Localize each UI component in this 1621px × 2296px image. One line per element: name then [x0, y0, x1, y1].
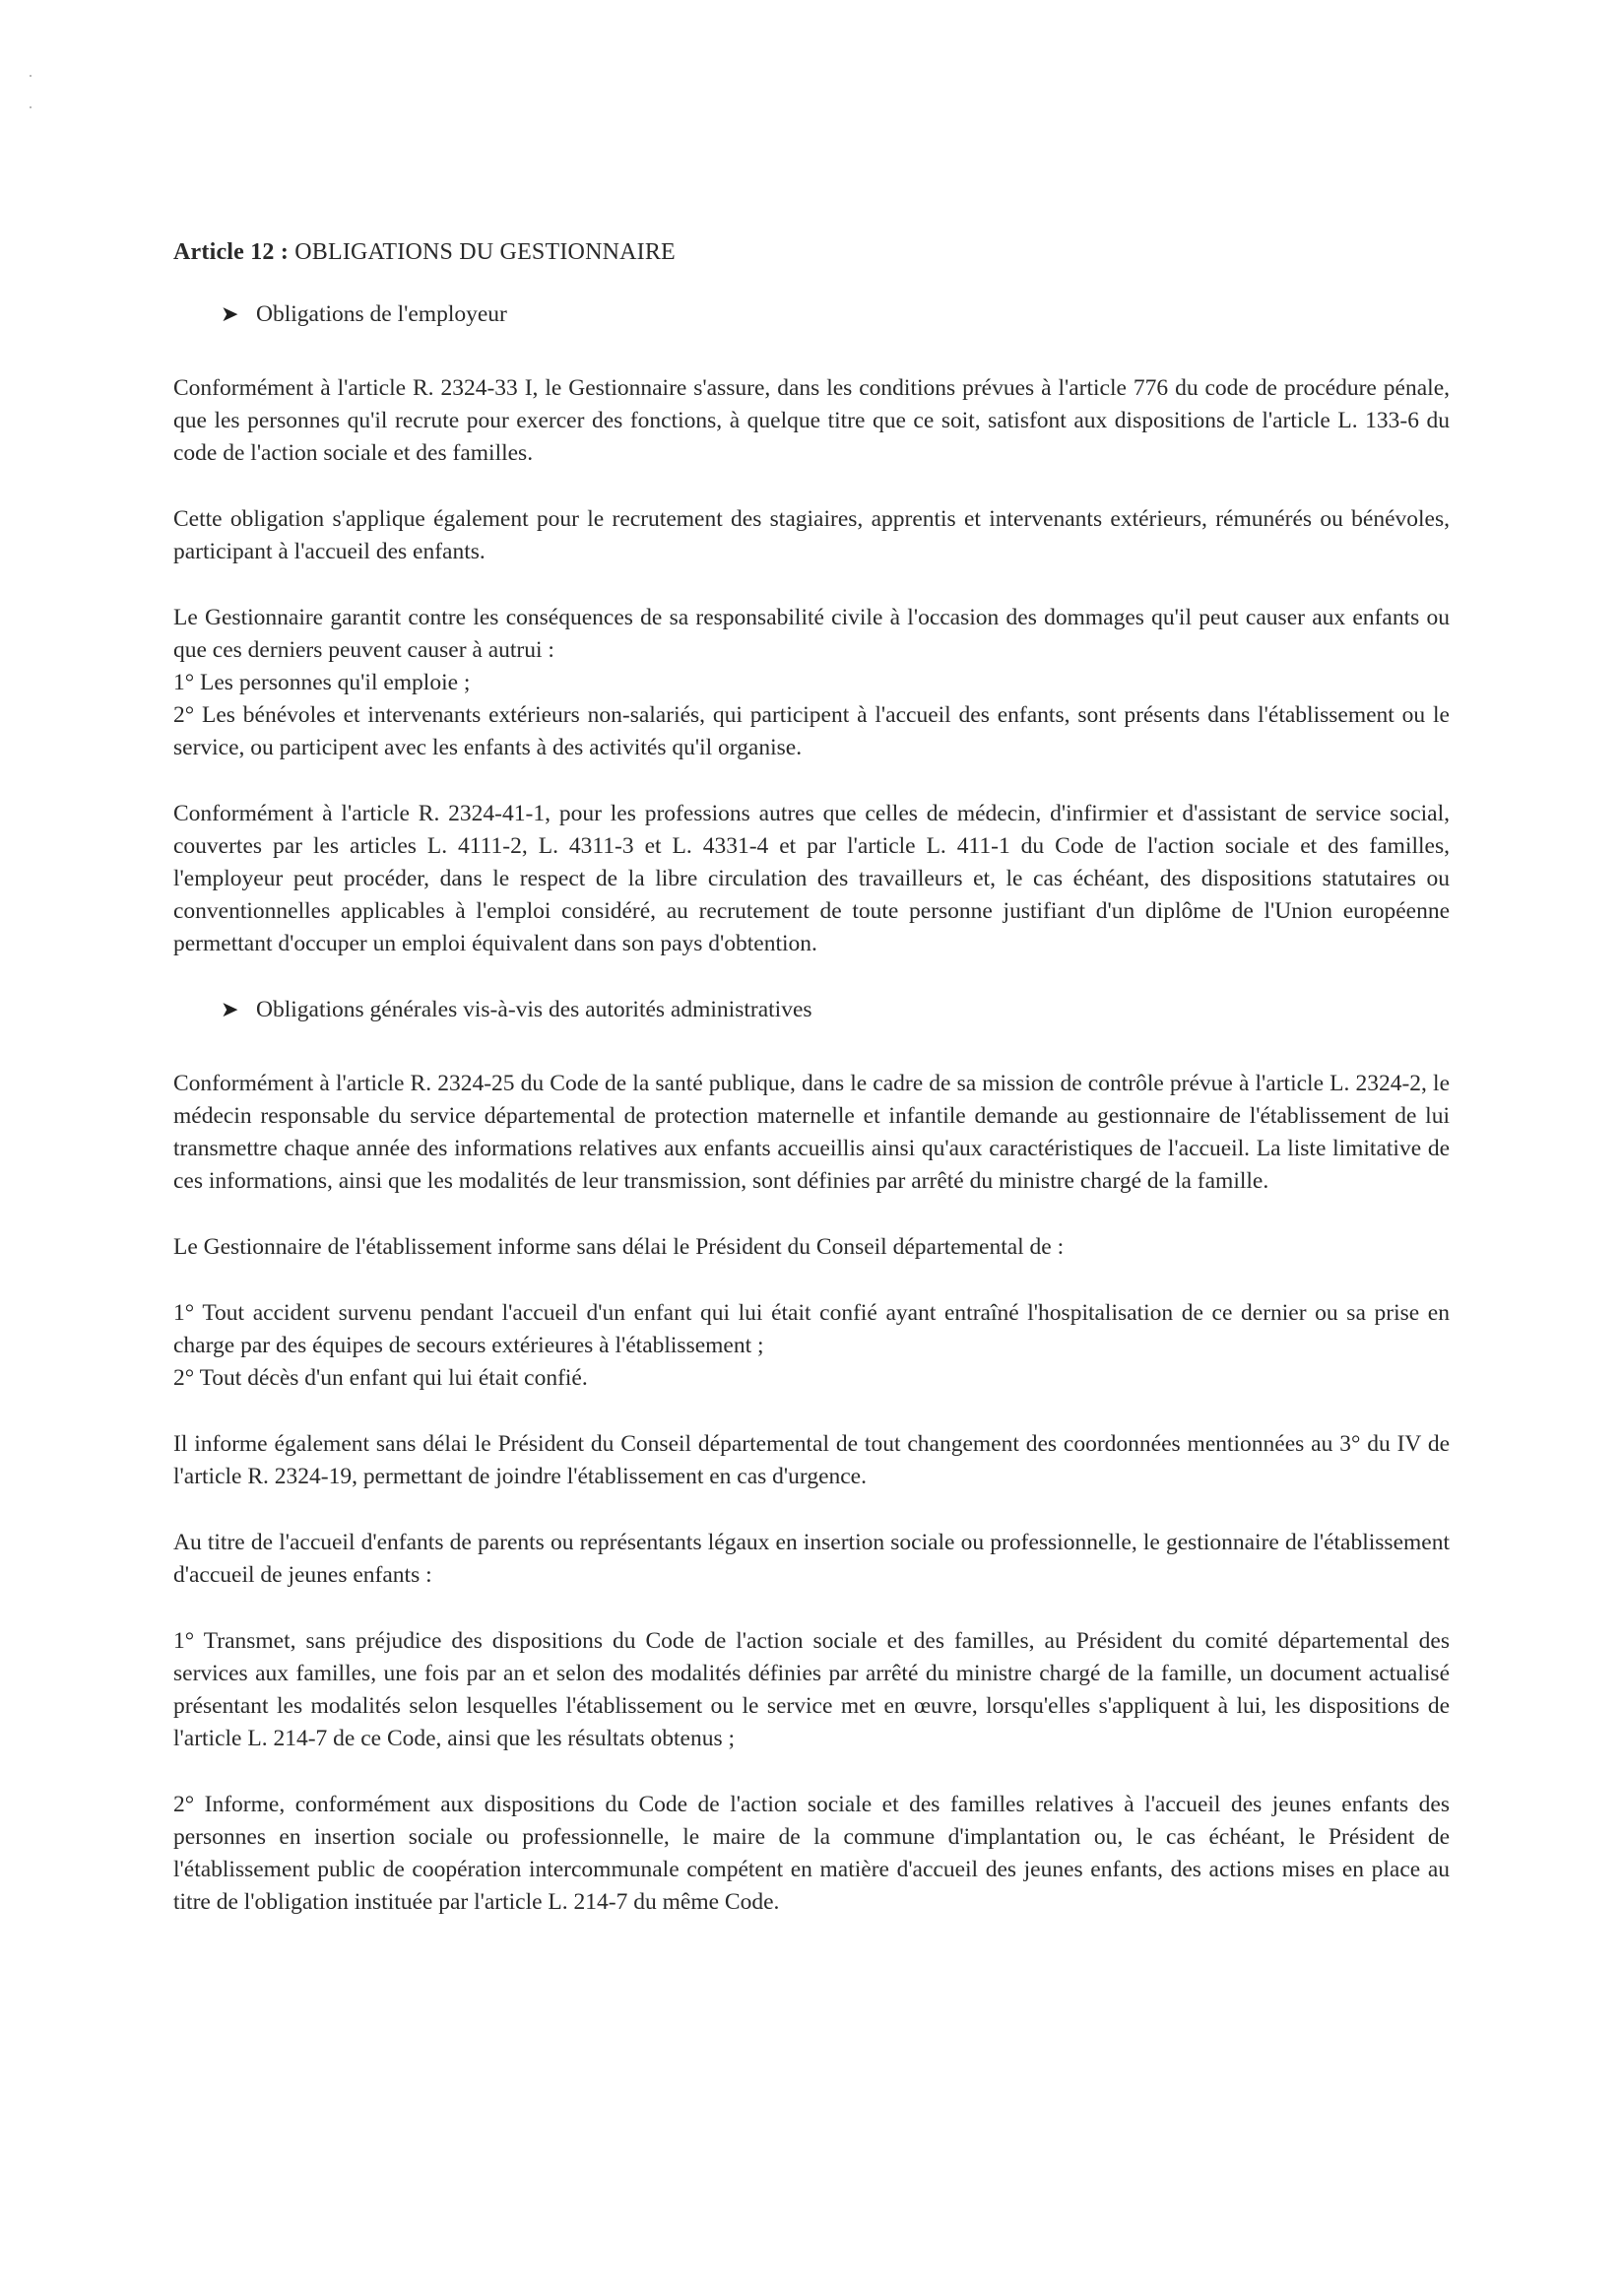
paragraph-line: Conformément à l'article R. 2324-41-1, pour les professions autres que celles de médecin, d'infirmier et d'assistant de service social, couvertes par les articles L. 4111-2, L. 4311-3 et L. 4331-4 et par l'article L. 411-1 du Code de l'action sociale et des familles, l'employeur peut procéder, dans le respect de la libre circulation des travailleurs et, le cas échéant, des dispositions statutaires ou conventionnelles applicables à l'emploi considéré, au recrutement de toute personne justifiant d'un diplôme de l'Union européenne permettant d'occuper un emploi équivalent dans son pays d'obtention.	[173, 801, 1450, 956]
paragraph	[173, 503, 1450, 568]
paragraph	[173, 1789, 1450, 1919]
list-item: 2° Tout décès d'un enfant qui lui était confié.	[173, 1365, 588, 1391]
list-item: 2° Les bénévoles et intervenants extérieurs non-salariés, qui participent à l'accueil des enfants, sont présents dans l'établissement ou le service, ou participent avec les enfants à des activités qu'il organise.	[173, 702, 1450, 760]
paragraph	[173, 1428, 1450, 1493]
paragraph	[173, 1625, 1450, 1755]
paragraph	[173, 1297, 1450, 1395]
paragraph-line: Cette obligation s'applique également pour le recrutement des stagiaires, apprentis et intervenants extérieurs, rémunérés ou bénévoles, participant à l'accueil des enfants.	[173, 506, 1450, 564]
section-heading-label: Obligations générales vis-à-vis des autorités administratives	[256, 997, 812, 1022]
paragraph	[173, 372, 1450, 470]
list-item: 1° Transmet, sans préjudice des dispositions du Code de l'action sociale et des familles, au Président du comité départemental des services aux familles, une fois par an et selon des modalités définies par arrêté du ministre chargé de la famille, un document actualisé présentant les modalités selon lesquelles l'établissement ou le service met en œuvre, lorsqu'elles s'appliquent à lui, les dispositions de l'article L. 214-7 de ce Code, ainsi que les résultats obtenus ;	[173, 1628, 1450, 1751]
paragraph	[173, 1527, 1450, 1592]
paragraph-line: Conformément à l'article R. 2324-25 du Code de la santé publique, dans le cadre de sa mission de contrôle prévue à l'article L. 2324-2, le médecin responsable du service départemental de protection maternelle et infantile demande au gestionnaire de l'établissement de lui transmettre chaque année des informations relatives aux enfants accueillis ainsi qu'aux caractéristiques de l'accueil. La liste limitative de ces informations, ainsi que les modalités de leur transmission, sont définies par arrêté du ministre chargé de la famille.	[173, 1071, 1450, 1194]
paragraph-line: Le Gestionnaire garantit contre les conséquences de sa responsabilité civile à l'occasion des dommages qu'il peut causer aux enfants ou que ces derniers peuvent causer à autrui :	[173, 605, 1450, 663]
scan-speck	[30, 75, 32, 77]
paragraph	[173, 602, 1450, 764]
list-item: 1° Les personnes qu'il emploie ;	[173, 670, 471, 695]
arrow-bullet-icon: ➤	[221, 998, 239, 1022]
scan-speck	[30, 106, 32, 108]
article-heading: OBLIGATIONS DU GESTIONNAIRE	[289, 239, 676, 265]
paragraph	[173, 1231, 1450, 1264]
paragraph	[173, 798, 1450, 960]
paragraph	[173, 1068, 1450, 1198]
section-heading-authorities	[173, 994, 1450, 1026]
article-number: Article 12 :	[173, 239, 290, 265]
paragraph-line: Il informe également sans délai le Président du Conseil départemental de tout changement des coordonnées mentionnées au 3° du IV de l'article R. 2324-19, permettant de joindre l'établissement en cas d'urgence.	[173, 1431, 1450, 1489]
paragraph-line: Au titre de l'accueil d'enfants de parents ou représentants légaux en insertion sociale ou professionnelle, le gestionnaire de l'établissement d'accueil de jeunes enfants :	[173, 1530, 1450, 1588]
paragraph-line: Conformément à l'article R. 2324-33 I, le Gestionnaire s'assure, dans les conditions prévues à l'article 776 du code de procédure pénale, que les personnes qu'il recrute pour exercer des fonctions, à quelque titre que ce soit, satisfont aux dispositions de l'article L. 133-6 du code de l'action sociale et des familles.	[173, 375, 1450, 466]
section-heading-label: Obligations de l'employeur	[256, 301, 507, 327]
list-item: 1° Tout accident survenu pendant l'accueil d'un enfant qui lui était confié ayant entraîné l'hospitalisation de ce dernier ou sa prise en charge par des équipes de secours extérieures à l'établissement ;	[173, 1300, 1450, 1358]
document-page	[173, 236, 1450, 1952]
arrow-bullet-icon: ➤	[221, 302, 239, 327]
paragraph-line: Le Gestionnaire de l'établissement informe sans délai le Président du Conseil départemental de :	[173, 1234, 1065, 1260]
article-title	[173, 236, 1450, 269]
section-heading-employer	[173, 298, 1450, 331]
list-item: 2° Informe, conformément aux dispositions du Code de l'action sociale et des familles relatives à l'accueil des jeunes enfants des personnes en insertion sociale ou professionnelle, le maire de la commune d'implantation ou, le cas échéant, le Président de l'établissement public de coopération intercommunale compétent en matière d'accueil des jeunes enfants, des actions mises en place au titre de l'obligation instituée par l'article L. 214-7 du même Code.	[173, 1792, 1450, 1915]
